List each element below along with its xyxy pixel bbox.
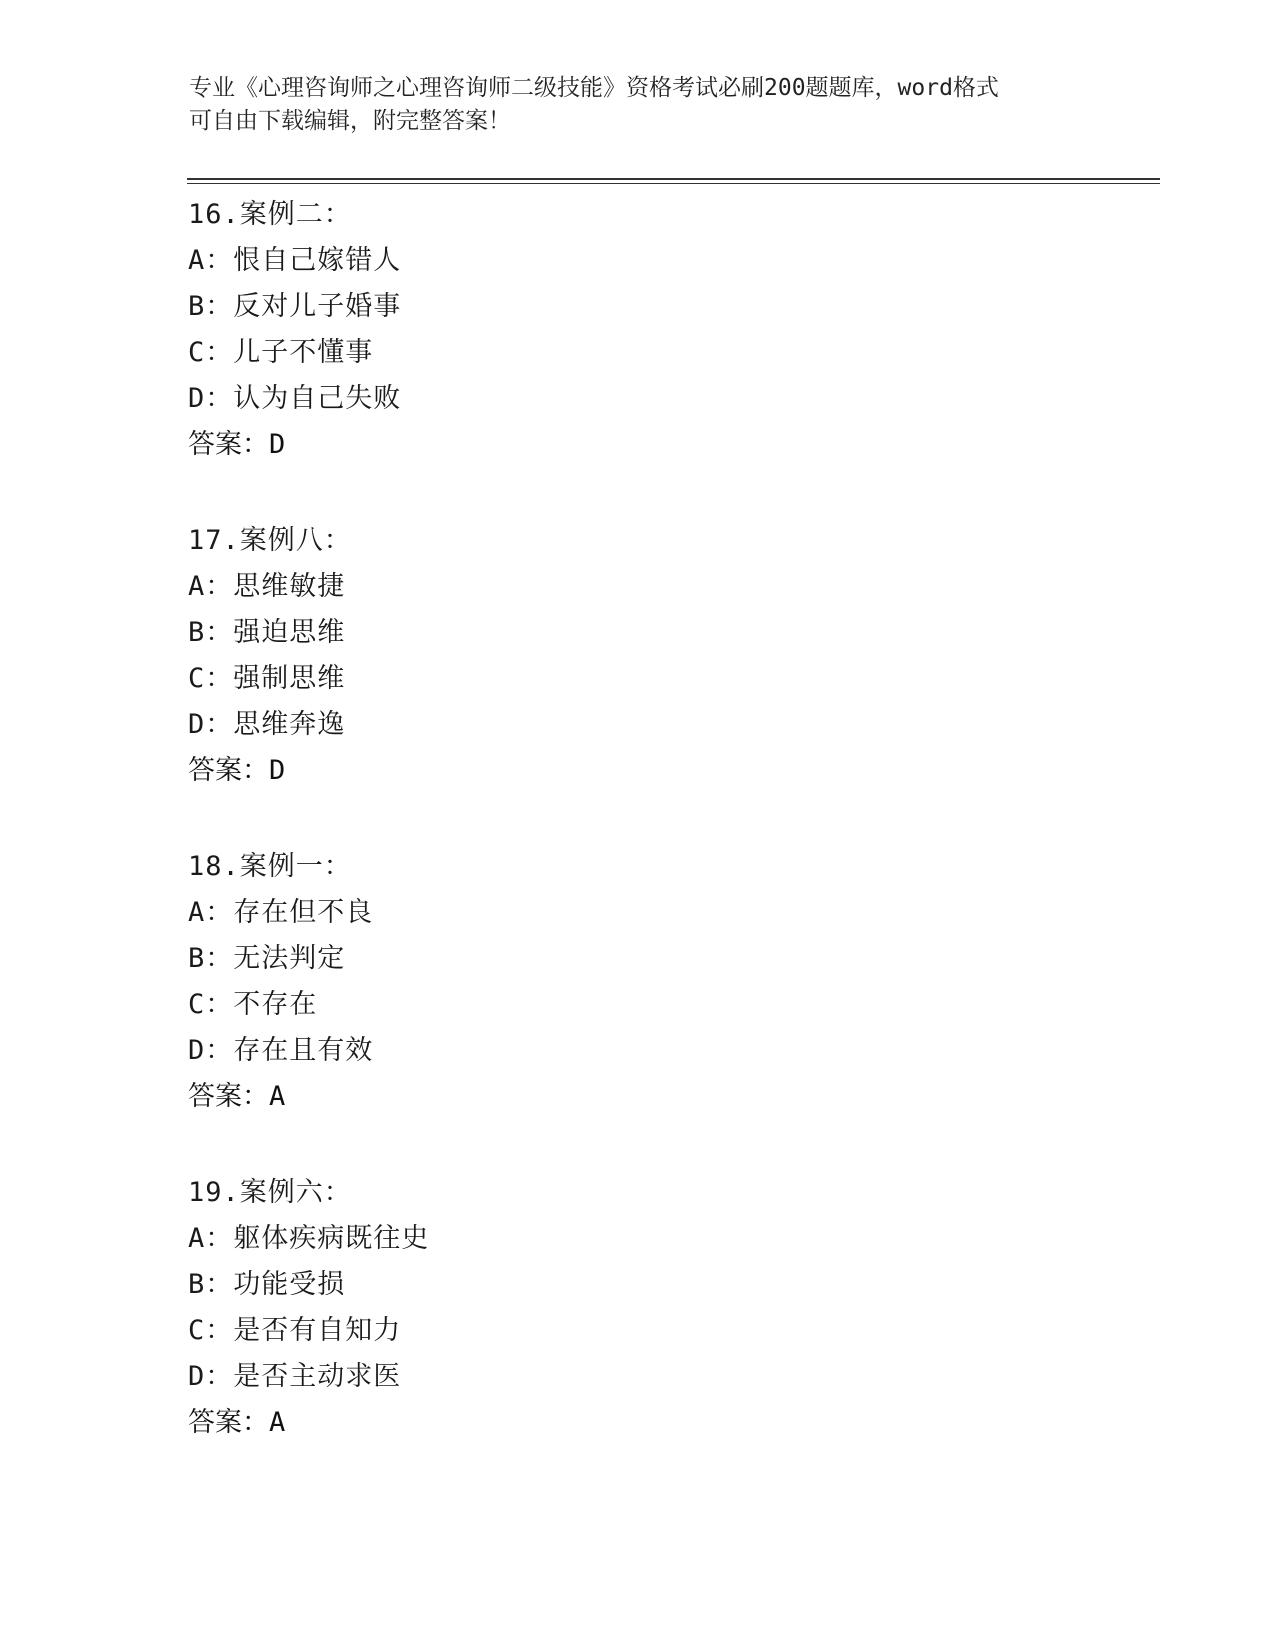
option-c: C：强制思维 bbox=[188, 663, 346, 694]
answer-label: 答案： bbox=[188, 1407, 269, 1438]
answer-value: A bbox=[269, 1407, 286, 1438]
option-a: A：恨自己嫁错人 bbox=[188, 245, 402, 276]
question-18 bbox=[188, 844, 1168, 1120]
question-stem: 18.案例一： bbox=[188, 851, 352, 882]
option-b: B：反对儿子婚事 bbox=[188, 291, 402, 322]
question-stem: 19.案例六： bbox=[188, 1177, 352, 1208]
answer-line bbox=[188, 1074, 1168, 1120]
option-c: C：不存在 bbox=[188, 989, 318, 1020]
question-list bbox=[188, 192, 1168, 1496]
header-line-2: 可自由下载编辑，附完整答案！ bbox=[189, 108, 511, 134]
header-divider-bottom bbox=[187, 183, 1160, 184]
option-b: B：功能受损 bbox=[188, 1269, 346, 1300]
document-header bbox=[189, 72, 1089, 138]
option-d: D：思维奔逸 bbox=[188, 709, 346, 740]
option-d: D：是否主动求医 bbox=[188, 1361, 402, 1392]
option-c: C：是否有自知力 bbox=[188, 1315, 402, 1346]
option-d: D：认为自己失败 bbox=[188, 383, 402, 414]
header-line-1: 专业《心理咨询师之心理咨询师二级技能》资格考试必刷200题题库，word格式 bbox=[189, 75, 999, 101]
option-a: A：存在但不良 bbox=[188, 897, 374, 928]
question-16 bbox=[188, 192, 1168, 468]
option-a: A：躯体疾病既往史 bbox=[188, 1223, 430, 1254]
answer-value: D bbox=[269, 755, 286, 786]
answer-line bbox=[188, 1400, 1168, 1446]
question-17 bbox=[188, 518, 1168, 794]
option-b: B：强迫思维 bbox=[188, 617, 346, 648]
option-b: B：无法判定 bbox=[188, 943, 346, 974]
answer-label: 答案： bbox=[188, 755, 269, 786]
answer-label: 答案： bbox=[188, 429, 269, 460]
answer-line bbox=[188, 748, 1168, 794]
option-d: D：存在且有效 bbox=[188, 1035, 374, 1066]
question-19 bbox=[188, 1170, 1168, 1446]
option-c: C：儿子不懂事 bbox=[188, 337, 374, 368]
question-stem: 17.案例八： bbox=[188, 525, 352, 556]
answer-value: A bbox=[269, 1081, 286, 1112]
answer-line bbox=[188, 422, 1168, 468]
answer-label: 答案： bbox=[188, 1081, 269, 1112]
option-a: A：思维敏捷 bbox=[188, 571, 346, 602]
header-divider-top bbox=[187, 178, 1160, 180]
answer-value: D bbox=[269, 429, 286, 460]
question-stem: 16.案例二： bbox=[188, 199, 352, 230]
